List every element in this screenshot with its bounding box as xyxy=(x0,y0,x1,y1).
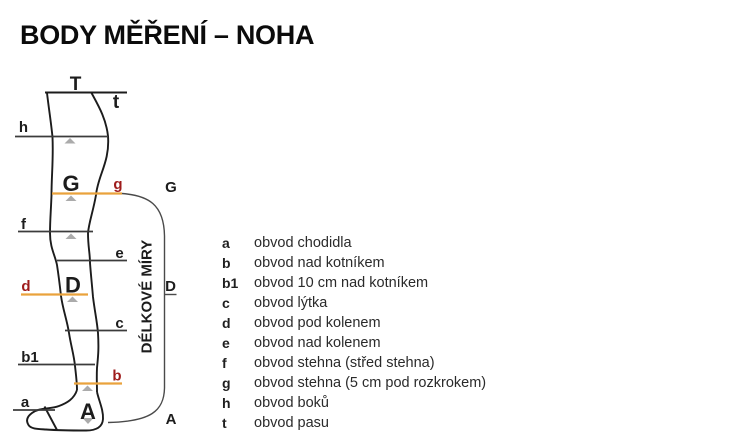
legend-label: obvod pod kolenem xyxy=(254,315,381,331)
label-c: c xyxy=(115,315,124,332)
legend-label: obvod lýtka xyxy=(254,295,328,311)
legend-label: obvod stehna (5 cm pod rozkrokem) xyxy=(254,375,487,391)
triangle-marker-f xyxy=(66,234,77,240)
legend-key: c xyxy=(222,295,230,311)
label-f: f xyxy=(21,216,26,233)
legend-row-a xyxy=(222,233,486,253)
label-D-inner: D xyxy=(65,272,81,298)
label-d-red: d xyxy=(21,278,31,295)
triangle-marker-g xyxy=(66,196,77,202)
length-bracket xyxy=(108,194,165,423)
label-b-red: b xyxy=(112,367,122,385)
label-T: T xyxy=(69,74,82,95)
legend-label: obvod nad kotníkem xyxy=(254,255,385,271)
leg-measurement-diagram xyxy=(0,70,200,441)
legend-label: obvod boků xyxy=(254,395,329,411)
legend-key: f xyxy=(222,355,227,371)
legend-row-b xyxy=(222,253,486,273)
page-title: BODY MĚŘENÍ – NOHA xyxy=(20,20,315,50)
legend-row-d xyxy=(222,313,486,333)
legend-label: obvod nad kolenem xyxy=(254,335,381,351)
legend-key: t xyxy=(222,415,227,431)
legend-row-c xyxy=(222,293,486,313)
legend-label: obvod chodidla xyxy=(254,235,352,251)
legend-label: obvod stehna (střed stehna) xyxy=(254,355,435,371)
legend-key: b xyxy=(222,255,231,271)
legend-key: a xyxy=(222,235,230,251)
legend-row-g xyxy=(222,373,486,393)
label-G-bracket: G xyxy=(165,179,177,196)
legend-key: e xyxy=(222,335,230,351)
label-h: h xyxy=(18,119,29,136)
legend xyxy=(222,233,486,433)
label-a: a xyxy=(20,394,30,411)
legend-row-h xyxy=(222,393,486,413)
label-e: e xyxy=(115,245,124,262)
legend-label: obvod 10 cm nad kotníkem xyxy=(254,275,429,291)
legend-row-b1 xyxy=(222,273,486,293)
label-A-bracket: A xyxy=(165,411,177,428)
label-t: t xyxy=(112,92,120,113)
label-g-red: g xyxy=(113,176,123,193)
label-b1: b1 xyxy=(21,349,39,366)
legend-key: g xyxy=(222,375,231,391)
legend-row-t xyxy=(222,413,486,433)
legend-key: b1 xyxy=(222,275,239,291)
legend-label: obvod pasu xyxy=(254,415,329,431)
label-D-bracket: D xyxy=(165,278,176,295)
triangle-marker-h xyxy=(65,138,76,144)
label-G-inner: G xyxy=(62,171,80,196)
legend-row-e xyxy=(222,333,486,353)
legend-key: h xyxy=(222,395,231,411)
triangle-marker-b xyxy=(82,386,93,392)
label-A-inner: A xyxy=(80,399,96,424)
leg-outline-left xyxy=(47,93,80,390)
length-measures-title: DÉLKOVÉ MÍRY xyxy=(138,239,156,354)
legend-row-f xyxy=(222,353,486,373)
legend-key: d xyxy=(222,315,231,331)
